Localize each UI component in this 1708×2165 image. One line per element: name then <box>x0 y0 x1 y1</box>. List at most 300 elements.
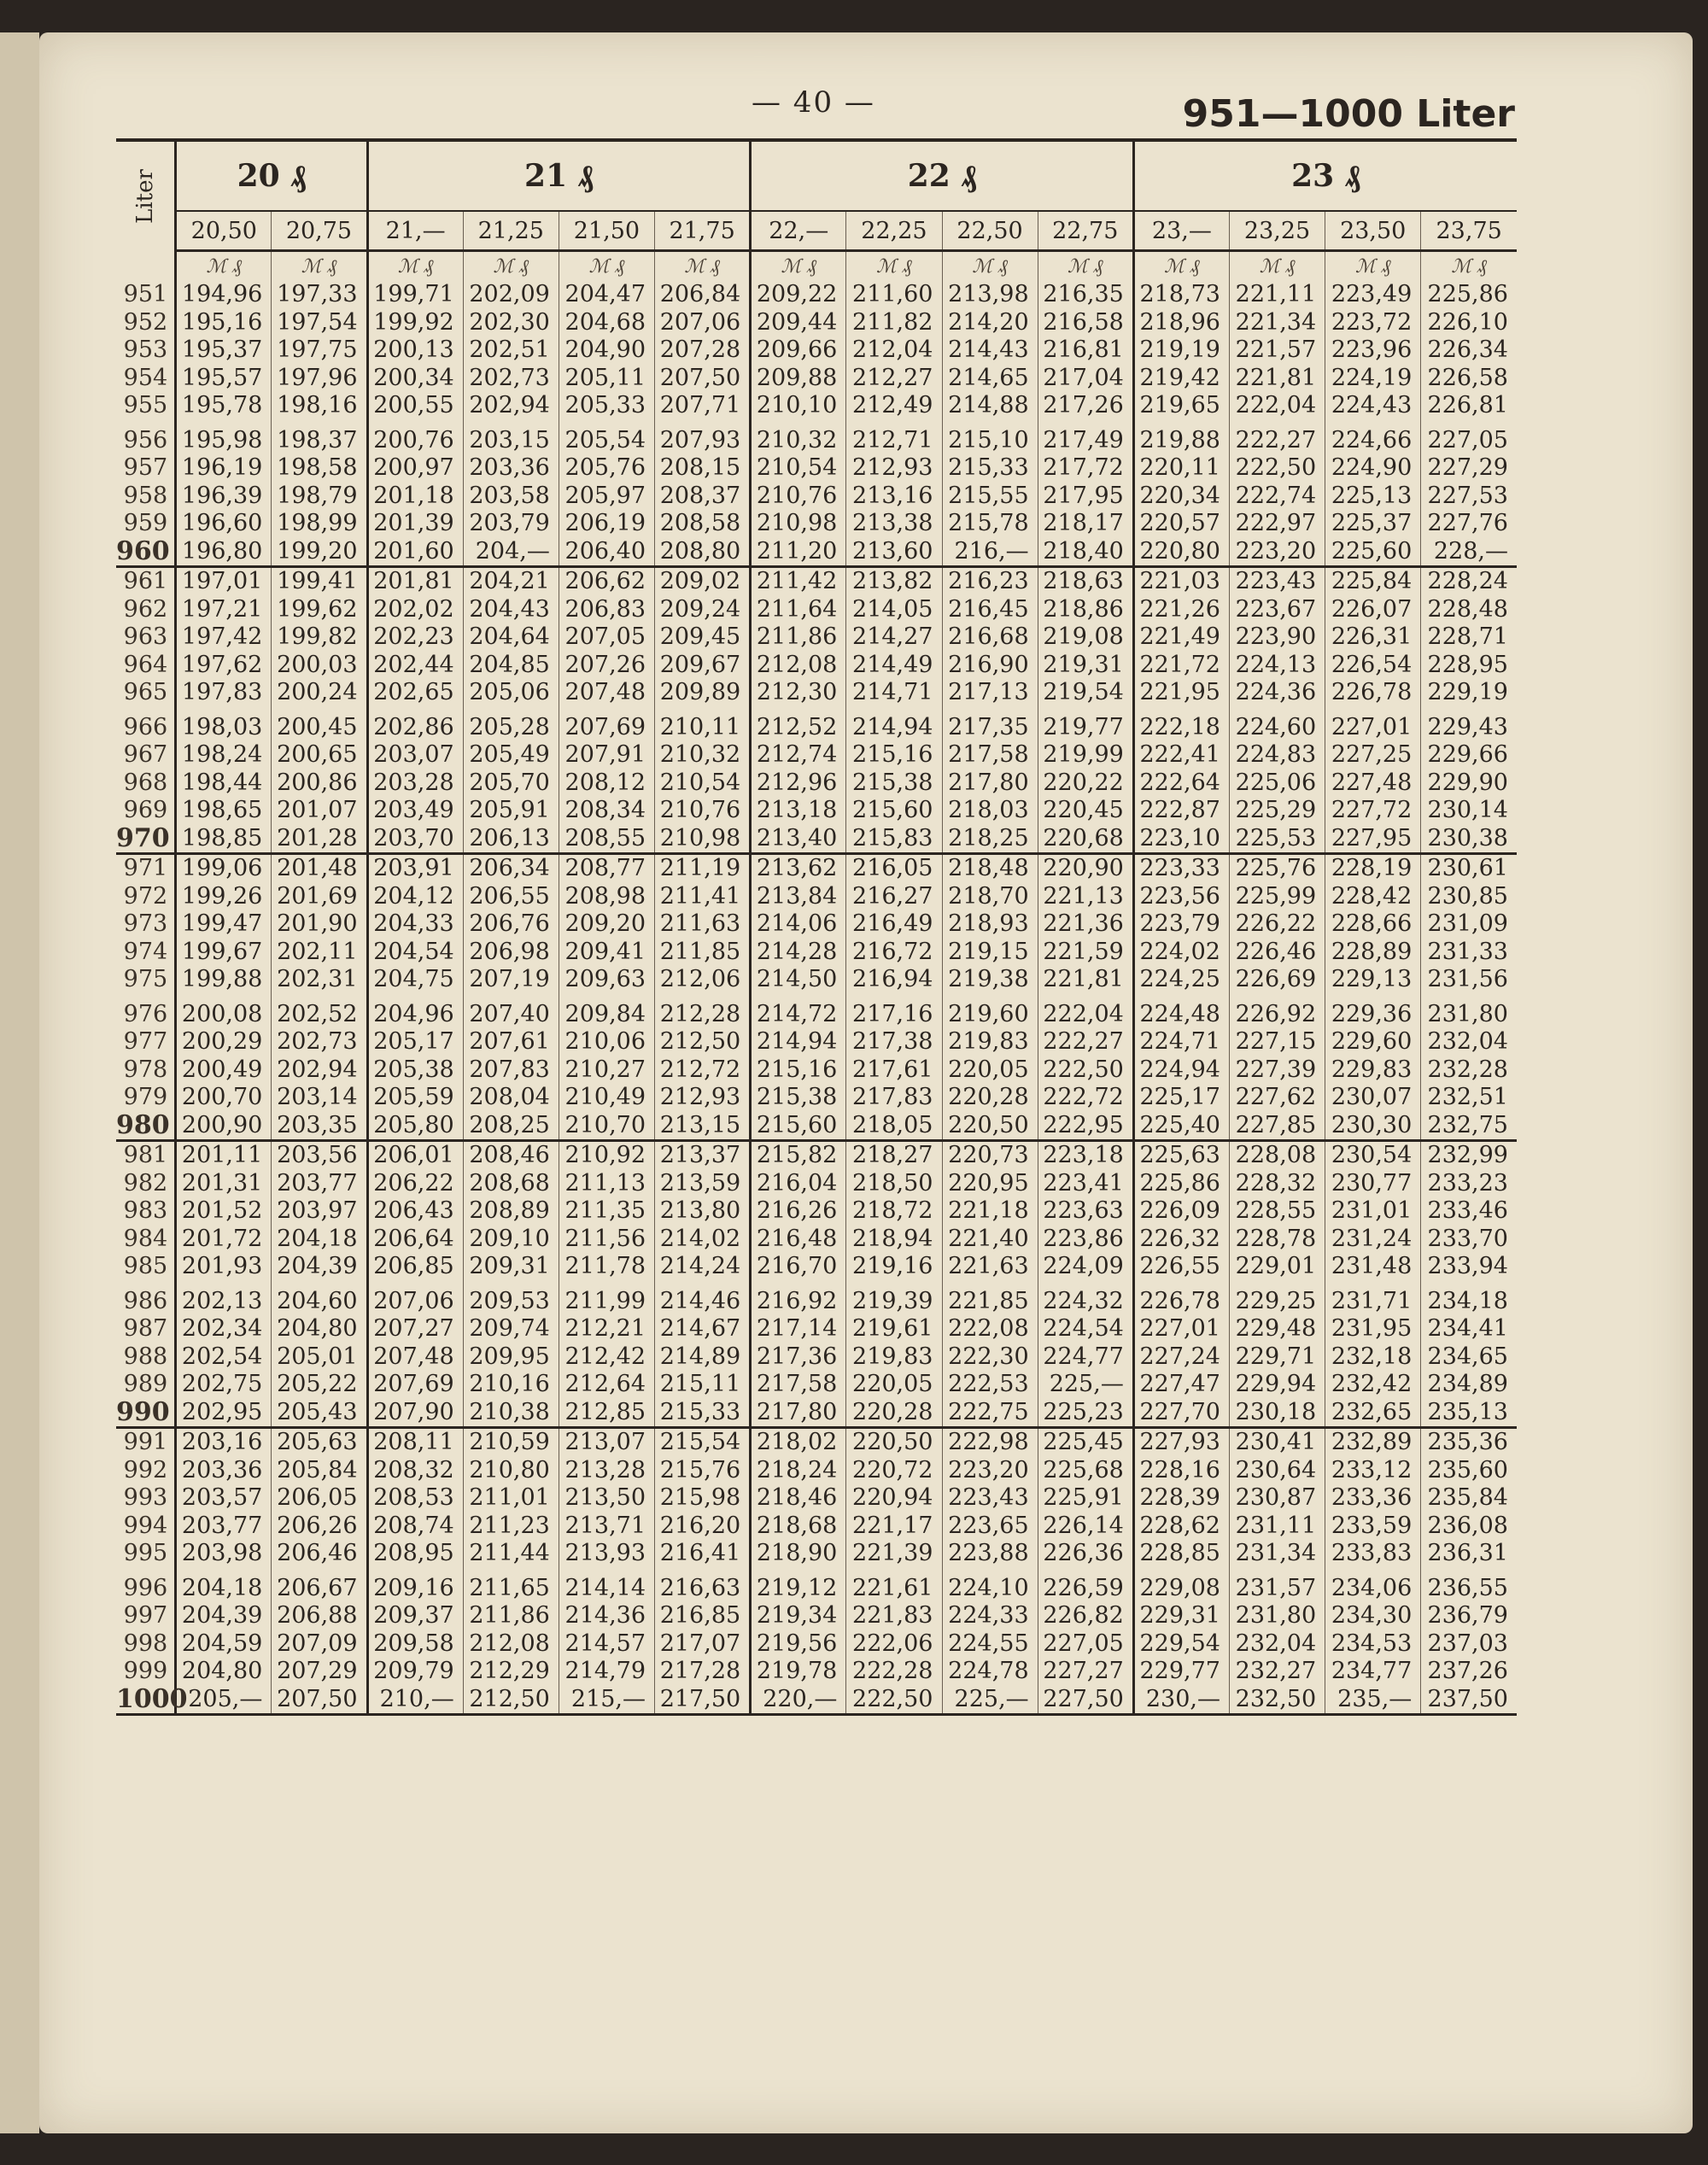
table-row <box>116 1658 1517 1686</box>
price-cell: 210,10 <box>751 392 846 420</box>
liter-cell: 998 <box>123 1630 168 1657</box>
price-cell: 234,53 <box>1325 1630 1421 1659</box>
price-cell: 218,05 <box>846 1112 942 1141</box>
price-cell: 209,31 <box>463 1253 559 1281</box>
price-cell: 201,52 <box>176 1197 272 1226</box>
price-cell: 208,55 <box>559 825 654 854</box>
price-cell: 211,44 <box>463 1540 559 1568</box>
price-cell: 218,72 <box>846 1197 942 1226</box>
price-cell: 216,45 <box>942 596 1038 624</box>
price-cell: 202,94 <box>272 1056 367 1085</box>
price-cell: 206,76 <box>463 910 559 939</box>
price-cell: 216,35 <box>1038 281 1133 309</box>
price-cell: 204,80 <box>176 1658 272 1686</box>
price-cell: 209,22 <box>751 281 846 309</box>
table-row <box>116 1484 1517 1513</box>
price-cell: 218,94 <box>846 1226 942 1254</box>
price-cell: 226,54 <box>1325 652 1421 680</box>
price-cell: 204,54 <box>367 939 463 967</box>
liter-cell: 991 <box>116 1428 176 1457</box>
price-cell: 224,13 <box>1229 652 1325 680</box>
liter-cell: 989 <box>123 1371 168 1397</box>
price-cell: 207,09 <box>272 1630 367 1659</box>
price-cell: 234,89 <box>1421 1371 1517 1399</box>
unit-label: ℳ ₰ <box>1038 251 1133 282</box>
liter-column-header: Liter <box>116 140 176 251</box>
price-cell: 222,06 <box>846 1630 942 1659</box>
price-cell: 196,19 <box>176 454 272 483</box>
price-cell: 204,43 <box>463 596 559 624</box>
price-cell: 221,39 <box>846 1540 942 1568</box>
price-cell: 232,50 <box>1229 1686 1325 1715</box>
price-header: 21,75 <box>655 211 751 251</box>
price-cell: 213,82 <box>846 567 942 596</box>
price-cell: 225,37 <box>1325 510 1421 538</box>
price-cell: 205,43 <box>272 1399 367 1428</box>
price-header: 22,50 <box>942 211 1038 251</box>
price-cell: 221,57 <box>1229 336 1325 365</box>
price-cell: 209,66 <box>751 336 846 365</box>
price-cell: 202,30 <box>463 309 559 337</box>
liter-cell: 964 <box>123 651 168 678</box>
price-cell: 208,80 <box>655 538 751 567</box>
price-cell: 204,39 <box>176 1602 272 1630</box>
price-cell: 233,36 <box>1325 1484 1421 1513</box>
price-cell: 228,48 <box>1421 596 1517 624</box>
price-cell: 208,89 <box>463 1197 559 1226</box>
price-cell: 224,66 <box>1325 420 1421 455</box>
price-cell: 205,22 <box>272 1371 367 1399</box>
price-cell: 209,95 <box>463 1343 559 1372</box>
price-header: 21,50 <box>559 211 654 251</box>
price-cell: 206,98 <box>463 939 559 967</box>
price-cell: 224,25 <box>1133 966 1229 994</box>
price-cell: 215,33 <box>942 454 1038 483</box>
price-cell: 199,62 <box>272 596 367 624</box>
price-cell: 228,71 <box>1421 623 1517 652</box>
price-cell: 211,35 <box>559 1197 654 1226</box>
price-cell: 208,12 <box>559 769 654 798</box>
price-cell: 230,38 <box>1421 825 1517 854</box>
price-cell: 215,16 <box>846 741 942 769</box>
price-cell: 221,61 <box>846 1568 942 1603</box>
price-cell: 215,38 <box>751 1084 846 1112</box>
price-cell: 201,60 <box>367 538 463 567</box>
price-cell: 230,41 <box>1229 1428 1325 1457</box>
price-cell: 215,98 <box>655 1484 751 1513</box>
price-cell: 207,71 <box>655 392 751 420</box>
price-cell: 218,02 <box>751 1428 846 1457</box>
table-row <box>116 365 1517 393</box>
liter-cell: 968 <box>123 769 168 796</box>
price-cell: 230,54 <box>1325 1141 1421 1170</box>
price-cell: 234,77 <box>1325 1658 1421 1686</box>
price-cell: 236,55 <box>1421 1568 1517 1603</box>
price-cell: 214,94 <box>846 707 942 742</box>
liter-cell: 953 <box>123 336 168 363</box>
price-header: 23,25 <box>1229 211 1325 251</box>
price-cell: 223,72 <box>1325 309 1421 337</box>
price-cell: 216,23 <box>942 567 1038 596</box>
price-cell: 232,27 <box>1229 1658 1325 1686</box>
price-cell: 199,67 <box>176 939 272 967</box>
price-cell: 213,98 <box>942 281 1038 309</box>
liter-cell: 995 <box>123 1540 168 1566</box>
liter-cell: 963 <box>123 623 168 650</box>
price-cell: 206,40 <box>559 538 654 567</box>
price-cell: 221,85 <box>942 1281 1038 1316</box>
price-cell: 207,69 <box>559 707 654 742</box>
price-cell: 204,21 <box>463 567 559 596</box>
price-cell: 231,80 <box>1229 1602 1325 1630</box>
price-cell: 209,20 <box>559 910 654 939</box>
price-cell: 229,94 <box>1229 1371 1325 1399</box>
price-cell: 213,62 <box>751 854 846 883</box>
price-cell: 200,76 <box>367 420 463 455</box>
page-range-title: 951—1000 Liter <box>1182 92 1515 136</box>
price-cell: 210,16 <box>463 1371 559 1399</box>
price-cell: 224,54 <box>1038 1315 1133 1343</box>
table-row <box>116 510 1517 538</box>
price-cell: 214,27 <box>846 623 942 652</box>
unit-label: ℳ ₰ <box>559 251 654 282</box>
price-cell: 205,76 <box>559 454 654 483</box>
price-cell: 202,54 <box>176 1343 272 1372</box>
price-cell: 200,24 <box>272 679 367 707</box>
price-cell: 219,42 <box>1133 365 1229 393</box>
price-cell: 226,92 <box>1229 994 1325 1029</box>
unit-label: ℳ ₰ <box>176 251 272 282</box>
price-cell: 214,71 <box>846 679 942 707</box>
price-cell: 214,14 <box>559 1568 654 1603</box>
price-cell: 224,19 <box>1325 365 1421 393</box>
price-cell: 217,16 <box>846 994 942 1029</box>
table-row <box>116 1568 1517 1603</box>
table-row <box>116 1602 1517 1630</box>
price-cell: 225,84 <box>1325 567 1421 596</box>
price-header: 21,— <box>367 211 463 251</box>
liter-cell: 987 <box>123 1315 168 1342</box>
price-cell: 224,32 <box>1038 1281 1133 1316</box>
price-cell: 195,16 <box>176 309 272 337</box>
price-cell: 234,41 <box>1421 1315 1517 1343</box>
price-cell: 198,24 <box>176 741 272 769</box>
price-cell: 212,08 <box>751 652 846 680</box>
price-cell: 219,08 <box>1038 623 1133 652</box>
price-cell: 212,04 <box>846 336 942 365</box>
price-cell: 227,76 <box>1421 510 1517 538</box>
price-cell: 230,61 <box>1421 854 1517 883</box>
price-cell: 207,61 <box>463 1028 559 1056</box>
price-cell: 202,51 <box>463 336 559 365</box>
table-row <box>116 825 1517 854</box>
price-cell: 207,50 <box>655 365 751 393</box>
price-cell: 206,26 <box>272 1513 367 1541</box>
price-cell: 218,25 <box>942 825 1038 854</box>
price-cell: 216,20 <box>655 1513 751 1541</box>
unit-spacer <box>116 251 176 282</box>
price-cell: 210,27 <box>559 1056 654 1085</box>
price-cell: 200,65 <box>272 741 367 769</box>
price-cell: 207,48 <box>559 679 654 707</box>
table-row <box>116 1170 1517 1198</box>
price-cell: 228,62 <box>1133 1513 1229 1541</box>
price-cell: 219,31 <box>1038 652 1133 680</box>
price-cell: 217,36 <box>751 1343 846 1372</box>
price-cell: 219,78 <box>751 1658 846 1686</box>
price-cell: 198,37 <box>272 420 367 455</box>
price-cell: 209,88 <box>751 365 846 393</box>
price-cell: 224,60 <box>1229 707 1325 742</box>
liter-cell: 969 <box>123 797 168 823</box>
price-cell: 200,29 <box>176 1028 272 1056</box>
liter-cell: 958 <box>123 482 168 509</box>
price-cell: 208,11 <box>367 1428 463 1457</box>
price-cell: 213,15 <box>655 1112 751 1141</box>
price-cell: 211,82 <box>846 309 942 337</box>
price-cell: 205,17 <box>367 1028 463 1056</box>
price-cell: 211,42 <box>751 567 846 596</box>
price-cell: 215,60 <box>846 797 942 825</box>
price-cell: 195,98 <box>176 420 272 455</box>
price-cell: 195,37 <box>176 336 272 365</box>
price-cell: 220,94 <box>846 1484 942 1513</box>
price-cell: 203,36 <box>176 1457 272 1485</box>
unit-label: ℳ ₰ <box>942 251 1038 282</box>
price-cell: 224,36 <box>1229 679 1325 707</box>
price-cell: 216,04 <box>751 1170 846 1198</box>
price-cell: 219,61 <box>846 1315 942 1343</box>
price-cell: 229,48 <box>1229 1315 1325 1343</box>
price-cell: 204,75 <box>367 966 463 994</box>
price-cell: 210,98 <box>751 510 846 538</box>
price-cell: 224,48 <box>1133 994 1229 1029</box>
table-row <box>116 1428 1517 1457</box>
table-row <box>116 939 1517 967</box>
price-cell: 208,46 <box>463 1141 559 1170</box>
price-cell: 217,28 <box>655 1658 751 1686</box>
price-cell: 205,80 <box>367 1112 463 1141</box>
price-cell: 230,30 <box>1325 1112 1421 1141</box>
price-cell: 226,58 <box>1421 365 1517 393</box>
liter-cell: 966 <box>123 713 168 740</box>
price-cell: 206,19 <box>559 510 654 538</box>
price-cell: 219,99 <box>1038 741 1133 769</box>
price-cell: 209,16 <box>367 1568 463 1603</box>
price-cell: 216,72 <box>846 939 942 967</box>
price-cell: 217,49 <box>1038 420 1133 455</box>
price-cell: 222,53 <box>942 1371 1038 1399</box>
price-cell: 204,47 <box>559 281 654 309</box>
price-cell: 227,29 <box>1421 454 1517 483</box>
price-cell: 202,11 <box>272 939 367 967</box>
price-cell: 225,29 <box>1229 797 1325 825</box>
price-cell: 202,44 <box>367 652 463 680</box>
price-cell: 224,10 <box>942 1568 1038 1603</box>
price-cell: 212,71 <box>846 420 942 455</box>
price-cell: 225,23 <box>1038 1399 1133 1428</box>
price-cell: 214,65 <box>942 365 1038 393</box>
price-cell: 225,68 <box>1038 1457 1133 1485</box>
price-cell: 205,33 <box>559 392 654 420</box>
price-cell: 209,89 <box>655 679 751 707</box>
price-cell: 199,41 <box>272 567 367 596</box>
price-cell: 207,93 <box>655 420 751 455</box>
price-cell: 220,90 <box>1038 854 1133 883</box>
price-cell: 203,97 <box>272 1197 367 1226</box>
price-cell: 213,28 <box>559 1457 654 1485</box>
price-cell: 201,31 <box>176 1170 272 1198</box>
price-cell: 219,39 <box>846 1281 942 1316</box>
price-cell: 213,38 <box>846 510 942 538</box>
price-cell: 221,03 <box>1133 567 1229 596</box>
price-cell: 203,57 <box>176 1484 272 1513</box>
price-cell: 223,67 <box>1229 596 1325 624</box>
price-cell: 213,80 <box>655 1197 751 1226</box>
price-cell: 222,04 <box>1229 392 1325 420</box>
price-cell: 214,05 <box>846 596 942 624</box>
price-cell: 224,71 <box>1133 1028 1229 1056</box>
price-cell: 202,23 <box>367 623 463 652</box>
liter-cell: 972 <box>123 882 168 910</box>
table-row <box>116 883 1517 911</box>
price-cell: 206,13 <box>463 825 559 854</box>
price-cell: 231,57 <box>1229 1568 1325 1603</box>
table-row <box>116 1281 1517 1316</box>
price-cell: 224,94 <box>1133 1056 1229 1085</box>
price-cell: 216,68 <box>942 623 1038 652</box>
price-cell: 196,80 <box>176 538 272 567</box>
price-cell: 214,79 <box>559 1658 654 1686</box>
price-cell: 215,33 <box>655 1399 751 1428</box>
price-cell: 202,94 <box>463 392 559 420</box>
table-row <box>116 1226 1517 1254</box>
price-cell: 202,34 <box>176 1315 272 1343</box>
price-cell: 211,41 <box>655 883 751 911</box>
price-cell: 211,20 <box>751 538 846 567</box>
adjacent-page-edge <box>0 32 39 2133</box>
unit-label: ℳ ₰ <box>1421 251 1517 282</box>
price-cell: 222,27 <box>1038 1028 1133 1056</box>
price-cell: 228,95 <box>1421 652 1517 680</box>
price-cell: 224,78 <box>942 1658 1038 1686</box>
price-cell: 217,80 <box>751 1399 846 1428</box>
price-cell: 205,54 <box>559 420 654 455</box>
price-cell: 229,90 <box>1421 769 1517 798</box>
price-cell: 206,46 <box>272 1540 367 1568</box>
liter-cell: 955 <box>123 392 168 418</box>
price-cell: 218,63 <box>1038 567 1133 596</box>
price-cell: 207,91 <box>559 741 654 769</box>
price-cell: 227,53 <box>1421 483 1517 511</box>
price-cell: 217,83 <box>846 1084 942 1112</box>
price-cell: 223,43 <box>942 1484 1038 1513</box>
price-cell: 197,83 <box>176 679 272 707</box>
table-row <box>116 1513 1517 1541</box>
price-cell: 200,90 <box>176 1112 272 1141</box>
price-cell: 223,90 <box>1229 623 1325 652</box>
price-cell: 208,37 <box>655 483 751 511</box>
price-cell: 226,46 <box>1229 939 1325 967</box>
table-row <box>116 854 1517 883</box>
price-cell: 220,57 <box>1133 510 1229 538</box>
price-cell: 216,92 <box>751 1281 846 1316</box>
price-cell: 212,21 <box>559 1315 654 1343</box>
price-cell: 229,01 <box>1229 1253 1325 1281</box>
liter-cell: 997 <box>123 1602 168 1629</box>
price-cell: 200,03 <box>272 652 367 680</box>
price-cell: 214,02 <box>655 1226 751 1254</box>
price-cell: 204,18 <box>272 1226 367 1254</box>
price-cell: 205,38 <box>367 1056 463 1085</box>
price-cell: 223,18 <box>1038 1141 1133 1170</box>
unit-row <box>116 251 1517 282</box>
price-cell: 204,64 <box>463 623 559 652</box>
price-cell: 233,70 <box>1421 1226 1517 1254</box>
liter-cell: 967 <box>123 741 168 768</box>
price-cell: 200,45 <box>272 707 367 742</box>
price-cell: 211,60 <box>846 281 942 309</box>
price-cell: 236,31 <box>1421 1540 1517 1568</box>
price-cell: 227,48 <box>1325 769 1421 798</box>
price-cell: 228,32 <box>1229 1170 1325 1198</box>
price-cell: 201,39 <box>367 510 463 538</box>
price-cell: 221,95 <box>1133 679 1229 707</box>
price-cell: 211,19 <box>655 854 751 883</box>
price-cell: 210,38 <box>463 1399 559 1428</box>
price-cell: 207,90 <box>367 1399 463 1428</box>
price-cell: 212,30 <box>751 679 846 707</box>
price-cell: 198,44 <box>176 769 272 798</box>
price-cell: 206,84 <box>655 281 751 309</box>
liter-cell: 985 <box>123 1253 168 1279</box>
price-cell: 216,27 <box>846 883 942 911</box>
price-cell: 213,84 <box>751 883 846 911</box>
price-cell: 199,71 <box>367 281 463 309</box>
price-cell: 202,31 <box>272 966 367 994</box>
price-cell: 220,28 <box>846 1399 942 1428</box>
price-cell: 215,54 <box>655 1428 751 1457</box>
price-cell: 227,05 <box>1038 1630 1133 1659</box>
price-cell: 218,96 <box>1133 309 1229 337</box>
price-cell: 199,88 <box>176 966 272 994</box>
price-cell: 205,11 <box>559 365 654 393</box>
table-row <box>116 652 1517 680</box>
price-cell: 217,26 <box>1038 392 1133 420</box>
table-row <box>116 966 1517 994</box>
unit-label: ℳ ₰ <box>367 251 463 282</box>
price-cell: 228,78 <box>1229 1226 1325 1254</box>
price-cell: 222,75 <box>942 1399 1038 1428</box>
price-cell: 206,67 <box>272 1568 367 1603</box>
table-row <box>116 1457 1517 1485</box>
price-cell: 216,49 <box>846 910 942 939</box>
price-cell: 198,58 <box>272 454 367 483</box>
price-cell: 231,09 <box>1421 910 1517 939</box>
price-cell: 231,11 <box>1229 1513 1325 1541</box>
price-cell: 230,— <box>1133 1686 1229 1715</box>
price-cell: 212,08 <box>463 1630 559 1659</box>
price-cell: 222,50 <box>1038 1056 1133 1085</box>
price-cell: 201,93 <box>176 1253 272 1281</box>
price-cell: 207,28 <box>655 336 751 365</box>
price-cell: 219,88 <box>1133 420 1229 455</box>
price-cell: 226,78 <box>1325 679 1421 707</box>
price-cell: 217,35 <box>942 707 1038 742</box>
price-cell: 222,18 <box>1133 707 1229 742</box>
price-cell: 206,43 <box>367 1197 463 1226</box>
liter-cell: 977 <box>123 1028 168 1055</box>
